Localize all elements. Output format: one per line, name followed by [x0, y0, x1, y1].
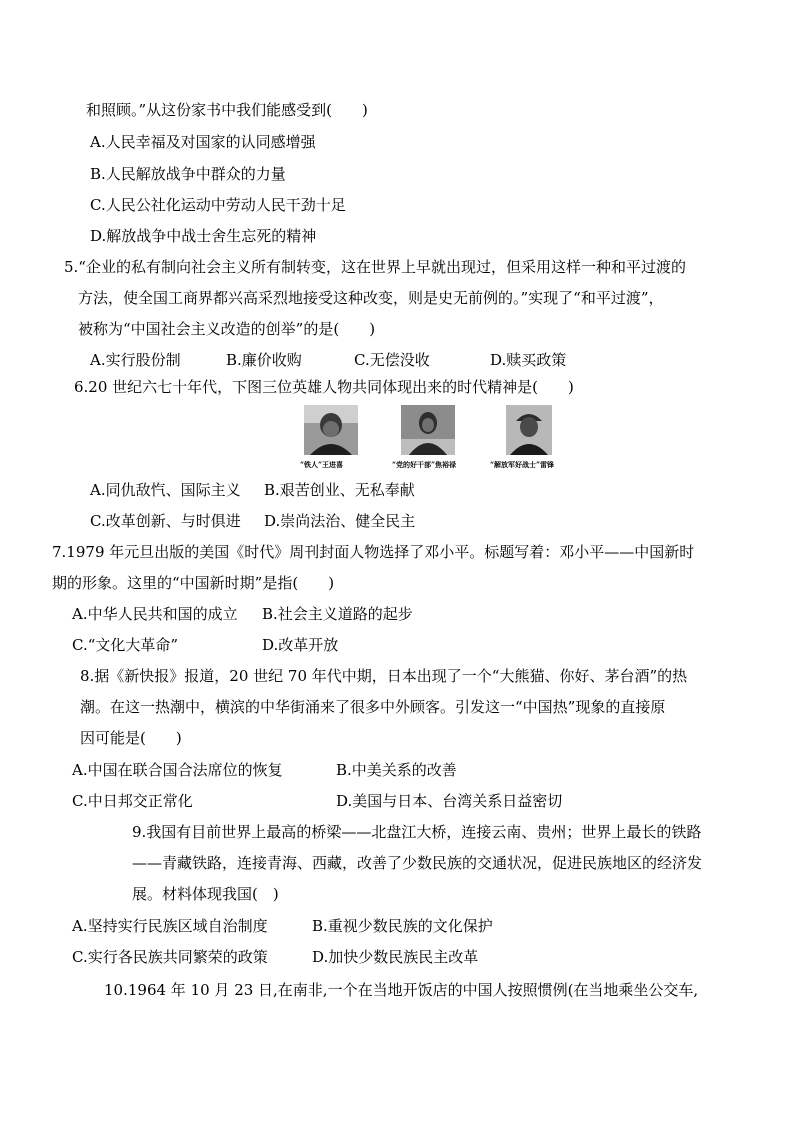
q7-stem-line2: 期的形象。这里的“中国新时期”是指( ) — [52, 574, 335, 592]
photo-wang-jinxi — [304, 405, 358, 455]
q9-option-d[interactable]: D.加快少数民族民主改革 — [312, 948, 479, 966]
q6-option-a[interactable]: A.同仇敌忾、国际主义 — [90, 481, 241, 499]
q4-option-a[interactable]: A.人民幸福及对国家的认同感增强 — [90, 133, 316, 151]
q10-stem-line1: 10.1964 年 10 月 23 日,在南非,一个在当地开饭店的中国人按照惯例(在当地乘坐公交车, — [104, 981, 699, 999]
photo-jiao-yulu — [401, 405, 455, 455]
q9-option-a[interactable]: A.坚持实行民族区域自治制度 — [72, 917, 268, 935]
q9-option-c[interactable]: C.实行各民族共同繁荣的政策 — [72, 948, 268, 966]
q9-stem-line3: 展。材料体现我国( ) — [132, 885, 279, 903]
q8-stem-line1: 8.据《新快报》报道，20 世纪 70 年代中期，日本出现了一个“大熊猫、你好、茅台酒”的热 — [80, 667, 688, 685]
photo-lei-feng — [506, 405, 552, 455]
q6-option-d[interactable]: D.崇尚法治、健全民主 — [264, 512, 416, 530]
q6-option-b[interactable]: B.艰苦创业、无私奉献 — [264, 481, 415, 499]
q9-stem-line1: 9.我国有目前世界上最高的桥梁——北盘江大桥，连接云南、贵州；世界上最长的铁路 — [132, 823, 702, 841]
q8-stem-line2: 潮。在这一热潮中，横滨的中华街涌来了很多中外顾客。引发这一“中国热”现象的直接原 — [80, 698, 666, 716]
q5-option-d[interactable]: D.赎买政策 — [490, 351, 567, 369]
q5-stem-line1: 5.“企业的私有制向社会主义所有制转变，这在世界上早就出现过，但采用这样一种和平过渡的 — [64, 258, 686, 276]
q8-stem-line3: 因可能是( ) — [80, 729, 182, 747]
q6-option-c[interactable]: C.改革创新、与时俱进 — [90, 512, 241, 530]
hero-photos — [298, 405, 558, 471]
q4-option-c[interactable]: C.人民公社化运动中劳动人民干劲十足 — [90, 196, 346, 214]
caption-lei-feng: “解放军好战士”雷锋 — [490, 460, 555, 469]
q7-option-b[interactable]: B.社会主义道路的起步 — [262, 605, 413, 623]
q8-option-a[interactable]: A.中国在联合国合法席位的恢复 — [72, 761, 283, 779]
q9-stem-line2: ——青藏铁路，连接青海、西藏，改善了少数民族的交通状况，促进民族地区的经济发 — [132, 854, 703, 872]
q8-option-c[interactable]: C.中日邦交正常化 — [72, 792, 193, 810]
q5-stem-line2: 方法，使全国工商界都兴高采烈地接受这种改变，则是史无前例的。”实现了“和平过渡”， — [78, 289, 664, 307]
q7-option-c[interactable]: C.“文化大革命” — [72, 636, 179, 654]
q5-option-b[interactable]: B.廉价收购 — [226, 351, 302, 369]
q8-option-d[interactable]: D.美国与日本、台湾关系日益密切 — [336, 792, 563, 810]
q8-option-b[interactable]: B.中美关系的改善 — [336, 761, 457, 779]
q4-option-b[interactable]: B.人民解放战争中群众的力量 — [90, 165, 286, 183]
q7-stem-line1: 7.1979 年元旦出版的美国《时代》周刊封面人物选择了邓小平。标题写着：邓小平——中国新时 — [52, 543, 695, 561]
q7-option-d[interactable]: D.改革开放 — [262, 636, 339, 654]
q4-stem-tail: 和照顾。”从这份家书中我们能感受到( ) — [86, 101, 368, 119]
caption-jiao-yulu: “党的好干部”焦裕禄 — [392, 460, 457, 469]
q4-option-d[interactable]: D.解放战争中战士舍生忘死的精神 — [90, 227, 317, 245]
q5-option-c[interactable]: C.无偿没收 — [354, 351, 430, 369]
q9-option-b[interactable]: B.重视少数民族的文化保护 — [312, 917, 493, 935]
q6-stem: 6.20 世纪六七十年代，下图三位英雄人物共同体现出来的时代精神是( ) — [74, 378, 574, 396]
q7-option-a[interactable]: A.中华人民共和国的成立 — [72, 605, 238, 623]
q5-option-a[interactable]: A.实行股份制 — [90, 351, 181, 369]
caption-wang-jinxi: “铁人”王进喜 — [300, 460, 344, 469]
q5-stem-line3: 被称为“中国社会主义改造的创举”的是( ) — [78, 320, 376, 338]
